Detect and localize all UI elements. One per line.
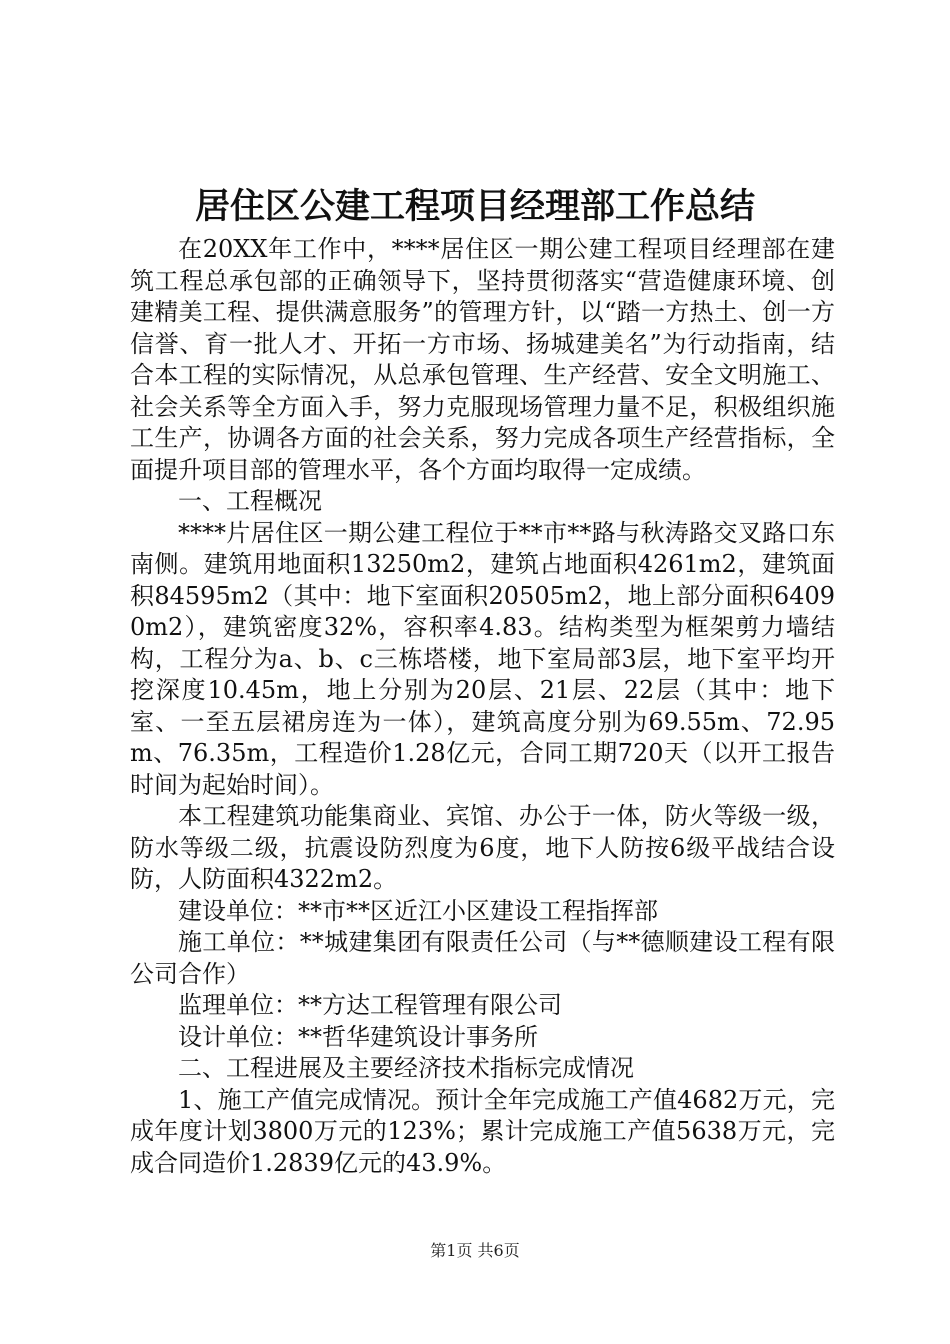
supervision-unit-line: 监理单位：**方达工程管理有限公司 bbox=[178, 991, 562, 1019]
intro-paragraph: 在20XX年工作中，****居住区一期公建工程项目经理部在建筑工程总承包部的正确领导下，坚持贯彻落实“营造健康环境、创建精美工程、提供满意服务”的管理方针，以“踏一方热土、创一方信誉、育一批人才、开拓一方市场、扬城建美名”为行动指南，结合本工程的实际情况，从总承包管理、生产经营、安全文明施工、社会关系等全方面入手，努力克服现场管理力量不足，积极组织施工生产，协调各方面的社会关系，努力完成各项生产经营指标，全面提升项目部的管理水平，各个方面均取得一定成绩。 bbox=[130, 235, 835, 484]
section-heading-progress: 二、工程进展及主要经济技术指标完成情况 bbox=[178, 1054, 634, 1082]
function-paragraph: 本工程建筑功能集商业、宾馆、办公于一体，防火等级一级，防水等级二级，抗震设防烈度为6度，地下人防按6级平战结合设防，人防面积4322m2。 bbox=[130, 802, 835, 893]
document-title: 居住区公建工程项目经理部工作总结 bbox=[194, 186, 755, 227]
owner-unit-line: 建设单位：**市**区近江小区建设工程指挥部 bbox=[178, 896, 658, 925]
section-heading-overview: 一、工程概况 bbox=[178, 487, 322, 515]
page-number: 第1页 共6页 bbox=[430, 1241, 520, 1260]
construction-unit-line: 施工单位：**城建集团有限责任公司（与**德顺建设工程有限公司合作） bbox=[130, 928, 835, 988]
document-body bbox=[130, 234, 835, 1179]
overview-paragraph: ****片居住区一期公建工程位于**市**路与秋涛路交叉路口东南侧。建筑用地面积13250m2，建筑占地面积4261m2，建筑面积84595m2（其中：地下室面积20505m2，地上部分面积64090m2），建筑密度32%，容积率4.83。结构类型为框架剪力墙结构，工程分为a、b、c三栋塔楼，地下室局部3层，地下室平均开挖深度10.45m，地上分别为20层、21层、22层（其中：地下室、一至五层裙房连为一体），建筑高度分别为69.55m、72.95m、76.35m，工程造价1.28亿元，合同工期720天（以开工报告时间为起始时间）。 bbox=[130, 518, 835, 799]
design-unit-line: 设计单位：**哲华建筑设计事务所 bbox=[178, 1022, 538, 1051]
output-paragraph: 1、施工产值完成情况。预计全年完成施工产值4682万元，完成年度计划3800万元的123%；累计完成施工产值5638万元，完成合同造价1.2839亿元的43.9%。 bbox=[130, 1085, 835, 1177]
